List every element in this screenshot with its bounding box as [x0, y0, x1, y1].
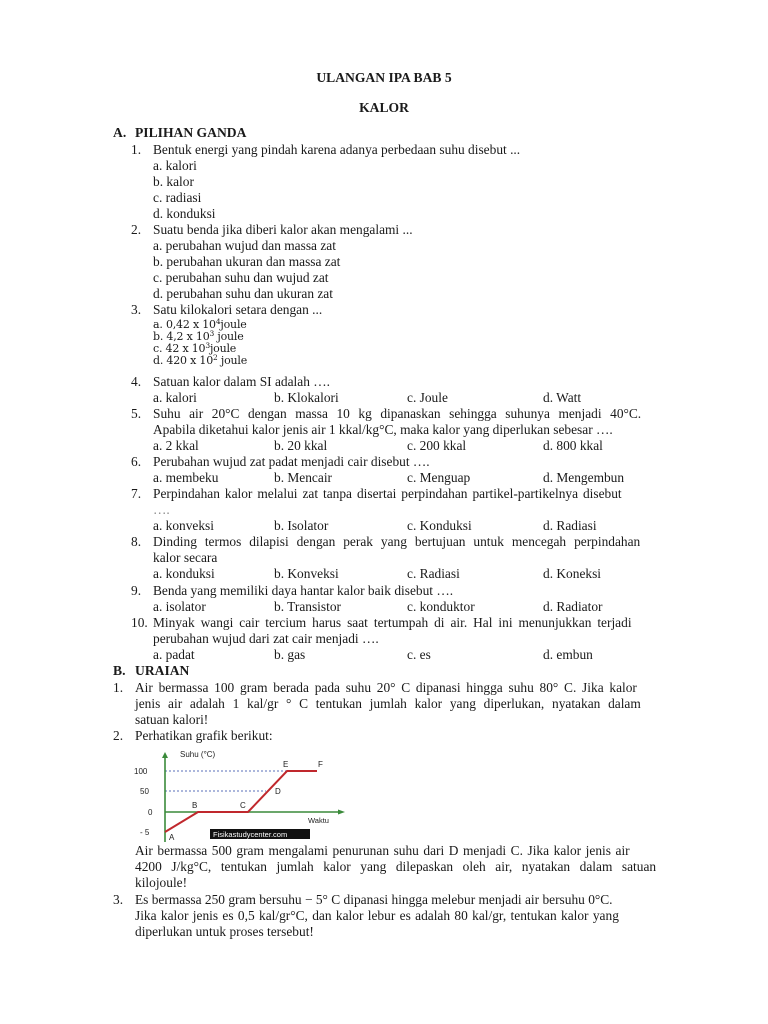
option-a: a. 0,42 x $10^4joule$: [153, 317, 247, 331]
option-a: a. padat: [153, 647, 195, 662]
question-number: 1.: [113, 680, 124, 695]
question-text: Suatu benda jika diberi kalor akan mengalami ...: [153, 222, 413, 237]
option-b: b. Isolator: [274, 518, 329, 533]
question-text-line2: ….: [153, 502, 170, 517]
option-a: a. membeku: [153, 470, 219, 485]
option-c: c. es: [407, 647, 431, 662]
question-text: Benda yang memiliki daya hantar kalor baik disebut ….: [153, 583, 454, 598]
question-text-line1: Dinding termos dilapisi dengan perak yang bertujuan untuk mencegah perpindahan: [153, 534, 641, 549]
option-c: c. 200 kkal: [407, 438, 467, 453]
option-d: d. Koneksi: [543, 566, 602, 581]
question-number: 5.: [131, 406, 142, 421]
x-axis-arrow-icon: [338, 810, 345, 815]
question-line: Jika kalor jenis es 0,5 kal/gr°C, dan kalor lebur es adalah 80 kal/gr, tentukan kalor yang: [135, 908, 619, 923]
question-number: 3.: [113, 892, 124, 907]
option-c: c. konduktor: [407, 599, 475, 614]
option-c: c. Konduksi: [407, 518, 472, 533]
point-label-F: F: [318, 760, 323, 769]
ytick-50: 50: [140, 787, 149, 796]
option-d: d. 800 kkal: [543, 438, 603, 453]
section-a-heading: PILIHAN GANDA: [135, 125, 247, 140]
question-line: diperlukan untuk proses tersebut!: [135, 924, 314, 939]
question-number: 2.: [131, 222, 142, 237]
point-label-C: C: [240, 801, 246, 810]
point-label-A: A: [169, 833, 175, 842]
option-a: a. kalori: [153, 390, 197, 405]
option-a: a. konveksi: [153, 518, 214, 533]
option-d: d. Radiasi: [543, 518, 597, 533]
section-b-heading: URAIAN: [135, 663, 190, 678]
option-d: d. perubahan suhu dan ukuran zat: [153, 286, 333, 301]
question-number: 8.: [131, 534, 142, 549]
option-d: d. Mengembun: [543, 470, 625, 485]
section-b-letter: B.: [113, 663, 126, 678]
option-b: b. Konveksi: [274, 566, 339, 581]
question-text: Bentuk energi yang pindah karena adanya perbedaan suhu disebut ...: [153, 142, 521, 157]
section-a-letter: A.: [113, 125, 127, 140]
option-d: d. Radiator: [543, 599, 603, 614]
option-c: c. perubahan suhu dan wujud zat: [153, 270, 329, 285]
option-b: b. Transistor: [274, 599, 341, 614]
question-text-line2: perubahan wujud dari zat cair menjadi ….: [153, 631, 379, 646]
document-subtitle: KALOR: [359, 100, 409, 115]
y-axis-arrow-icon: [162, 752, 168, 758]
question-text-line1: Suhu air 20°C dengan massa 10 kg dipanaskan sehingga suhunya menjadi 40°C.: [153, 406, 642, 421]
question-line: kilojoule!: [135, 875, 188, 890]
option-c: c. Radiasi: [407, 566, 460, 581]
option-b: b. kalor: [153, 174, 194, 189]
question-text: Perubahan wujud zat padat menjadi cair disebut ….: [153, 454, 430, 469]
option-a: a. isolator: [153, 599, 206, 614]
ytick-neg5: - 5: [140, 828, 150, 837]
question-text-line2: kalor secara: [153, 550, 218, 565]
option-b: b. 20 kkal: [274, 438, 328, 453]
y-axis-label: Suhu (°C): [180, 750, 216, 759]
question-number: 3.: [131, 302, 142, 317]
question-text-line1: Perpindahan kalor melalui zat tanpa disertai perpindahan partikel-partikelnya disebut: [153, 486, 622, 501]
option-d: d. Watt: [543, 390, 582, 405]
question-line: Air bermassa 100 gram berada pada suhu 20° C dipanasi hingga suhu 80° C. Jika kalor: [135, 680, 637, 695]
question-number: 4.: [131, 374, 142, 389]
point-label-B: B: [192, 801, 198, 810]
option-b: b. Mencair: [274, 470, 333, 485]
option-a: a. perubahan wujud dan massa zat: [153, 238, 336, 253]
question-line: jenis air adalah 1 kal/gr ° C tentukan jumlah kalor yang diperlukan, nyatakan dalam: [135, 696, 641, 711]
question-number: 2.: [113, 728, 124, 743]
option-c: c. Joule: [407, 390, 448, 405]
option-b: b. perubahan ukuran dan massa zat: [153, 254, 341, 269]
option-b: b. gas: [274, 647, 306, 662]
ytick-0: 0: [148, 808, 153, 817]
question-number: 7.: [131, 486, 142, 501]
option-b: b. 4,2 x $10^3$ joule: [153, 329, 244, 343]
question-number: 6.: [131, 454, 142, 469]
question-line: satuan kalori!: [135, 712, 209, 727]
option-c: c. 42 x $10^3joule$: [153, 341, 237, 355]
question-line: 4200 J/kg°C, tentukan jumlah kalor yang dilepaskan oleh air, nyatakan dalam satuan: [135, 859, 657, 874]
option-b: b. Klokalori: [274, 390, 339, 405]
watermark-text: Fisikastudycenter.com: [213, 830, 288, 839]
question-number: 1.: [131, 142, 142, 157]
option-a: a. konduksi: [153, 566, 215, 581]
question-text: Satuan kalor dalam SI adalah ….: [153, 374, 331, 389]
option-d: d. 420 x $10^2$ joule: [153, 353, 248, 367]
question-number: 10.: [131, 615, 148, 630]
question-number: 9.: [131, 583, 142, 598]
option-a: a. 2 kkal: [153, 438, 199, 453]
option-a: a. kalori: [153, 158, 197, 173]
question-text-line1: Minyak wangi cair tercium harus saat tertumpah di air. Hal ini menunjukkan terjadi: [153, 615, 632, 630]
option-c: c. radiasi: [153, 190, 202, 205]
temperature-time-graph: [130, 745, 360, 845]
option-c: c. Menguap: [407, 470, 471, 485]
x-axis-label: Waktu: [308, 816, 329, 825]
question-intro: Perhatikan grafik berikut:: [135, 728, 273, 743]
ytick-100: 100: [134, 767, 148, 776]
point-label-D: D: [275, 787, 281, 796]
option-d: d. embun: [543, 647, 593, 662]
option-d: d. konduksi: [153, 206, 216, 221]
question-line: Es bermassa 250 gram bersuhu − 5° C dipanasi hingga melebur menjadi air bersuhu 0°C.: [135, 892, 613, 907]
graph-svg: [130, 745, 360, 845]
point-label-E: E: [283, 760, 289, 769]
question-text-line2: Apabila diketahui kalor jenis air 1 kkal/kg°C, maka kalor yang diperlukan sebesar ….: [153, 422, 613, 437]
question-text: Satu kilokalori setara dengan ...: [153, 302, 323, 317]
document-title: ULANGAN IPA BAB 5: [316, 70, 452, 85]
question-line: Air bermassa 500 gram mengalami penurunan suhu dari D menjadi C. Jika kalor jenis air: [135, 843, 630, 858]
